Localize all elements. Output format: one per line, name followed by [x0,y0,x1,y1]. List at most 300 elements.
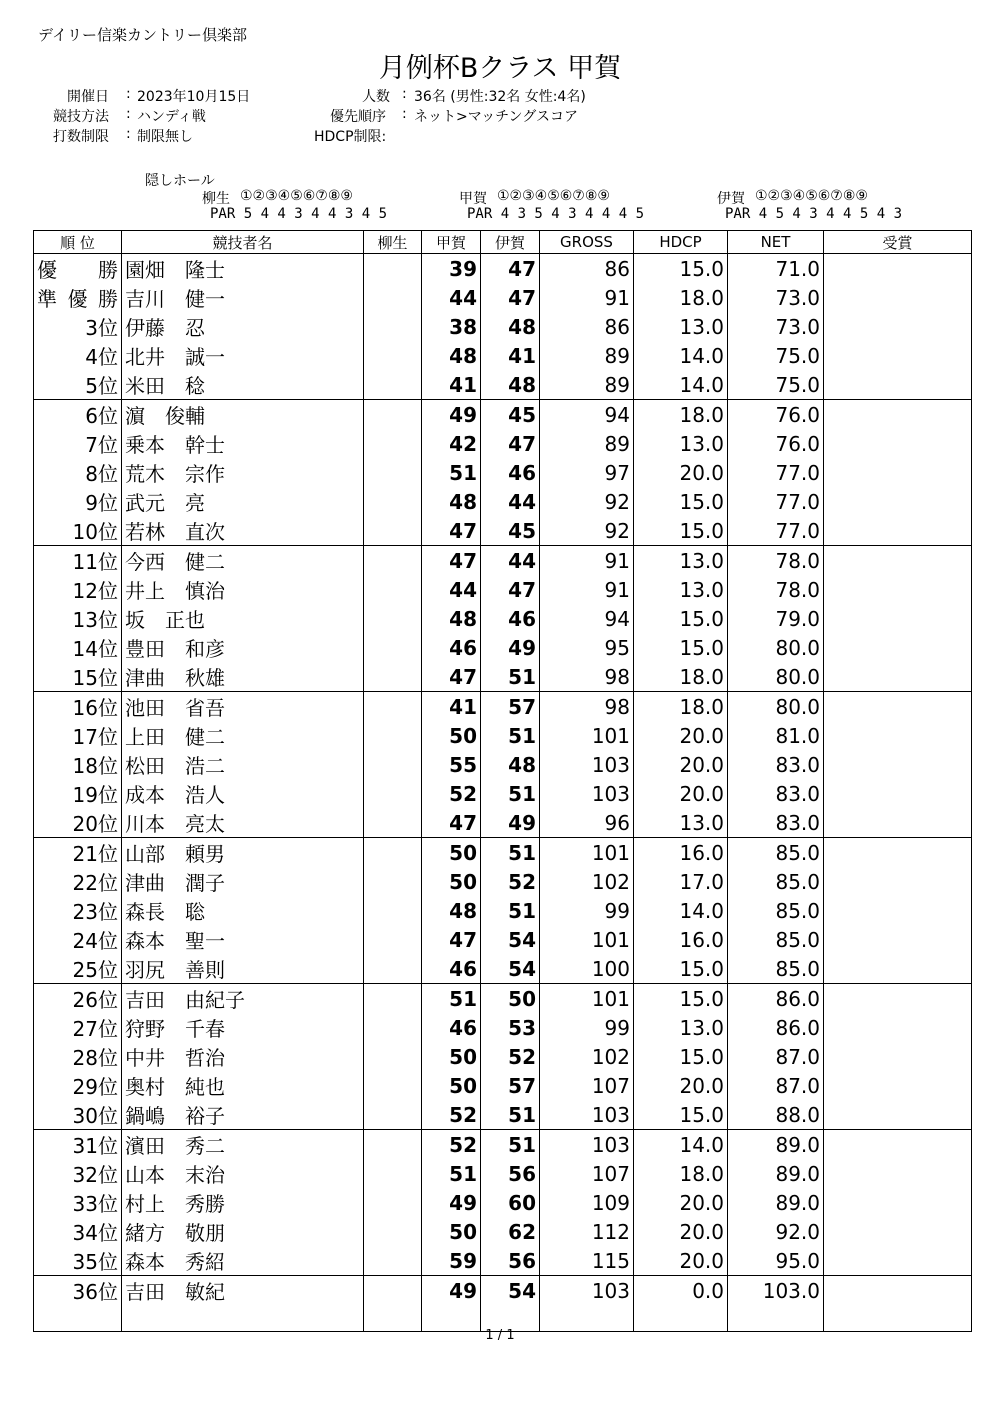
net-cell: 85.0 [728,896,824,925]
net-cell: 87.0 [728,1071,824,1100]
club-name: デイリー信楽カントリー倶楽部 [38,26,247,44]
gross-cell: 91 [540,575,634,604]
yagyu-score-cell [364,458,422,487]
award-cell [824,283,972,312]
hdcp-cell: 20.0 [634,779,728,808]
award-cell [824,1100,972,1130]
hdcp-cell: 14.0 [634,1130,728,1160]
page-title: 月例杯Bクラス 甲賀 [378,53,622,84]
rank-cell: 18位 [34,750,122,779]
iga-score-cell: 48 [481,370,540,400]
iga-score-cell: 57 [481,692,540,722]
koka-score-cell: 52 [422,1100,481,1130]
net-cell: 83.0 [728,808,824,838]
gross-cell: 98 [540,692,634,722]
table-row [34,925,972,954]
priority-colon: : [402,106,407,122]
rank-cell: 14位 [34,633,122,662]
net-cell: 81.0 [728,721,824,750]
hdcp-cell: 15.0 [634,1042,728,1071]
rank-cell: 21位 [34,838,122,868]
rank-cell: 30位 [34,1100,122,1130]
player-name-cell: 乗本 幹士 [122,429,364,458]
yagyu-score-cell [364,604,422,633]
hdcp-cell: 20.0 [634,458,728,487]
gross-cell: 99 [540,896,634,925]
player-name-cell: 上田 健二 [122,721,364,750]
net-cell: 89.0 [728,1130,824,1160]
player-name-cell: 荒木 宗作 [122,458,364,487]
award-cell [824,662,972,692]
net-cell: 85.0 [728,867,824,896]
gross-cell: 103 [540,1276,634,1306]
yagyu-score-cell [364,516,422,546]
priority-label: 優先順序 [330,109,386,125]
yagyu-score-cell [364,370,422,400]
gross-cell: 101 [540,838,634,868]
table-row [34,1276,972,1306]
net-cell: 87.0 [728,1042,824,1071]
gross-cell: 89 [540,370,634,400]
player-name-cell: 鍋嶋 裕子 [122,1100,364,1130]
iga-score-cell: 41 [481,341,540,370]
rank-cell: 22位 [34,867,122,896]
koka-score-cell: 49 [422,400,481,430]
gross-cell: 91 [540,283,634,312]
table-row [34,692,972,722]
award-cell [824,1042,972,1071]
rank-cell: 20位 [34,808,122,838]
player-name-cell: 川本 亮太 [122,808,364,838]
award-cell [824,779,972,808]
net-cell: 76.0 [728,400,824,430]
yagyu-score-cell [364,779,422,808]
yagyu-score-cell [364,546,422,576]
yagyu-score-cell [364,750,422,779]
koka-score-cell: 46 [422,633,481,662]
koka-score-cell: 49 [422,1276,481,1306]
net-cell: 80.0 [728,633,824,662]
rank-cell: 27位 [34,1013,122,1042]
gross-cell: 86 [540,254,634,284]
rank-cell: 36位 [34,1276,122,1306]
iga-score-cell: 48 [481,312,540,341]
col-header-player: 競技者名 [122,231,364,254]
koka-score-cell: 50 [422,721,481,750]
hdcp-cell: 18.0 [634,662,728,692]
method-value: ハンディ戦 [137,109,206,125]
yagyu-score-cell [364,312,422,341]
net-cell: 77.0 [728,516,824,546]
player-name-cell: 山本 末治 [122,1159,364,1188]
gross-cell: 99 [540,1013,634,1042]
award-cell [824,954,972,984]
net-cell: 83.0 [728,779,824,808]
rank-cell: 16位 [34,692,122,722]
rank-cell: 10位 [34,516,122,546]
player-name-cell: 坂 正也 [122,604,364,633]
gross-cell: 94 [540,400,634,430]
table-row [34,1130,972,1160]
col-header-award: 受賞 [824,231,972,254]
award-cell [824,341,972,370]
iga-score-cell: 51 [481,662,540,692]
hdcp-cell: 20.0 [634,1071,728,1100]
hdcp-limit-label: HDCP制限: [314,129,387,145]
hdcp-cell: 18.0 [634,692,728,722]
rank-cell: 準優勝 [34,283,122,312]
koka-score-cell: 47 [422,808,481,838]
hdcp-cell: 20.0 [634,1217,728,1246]
yagyu-score-cell [364,429,422,458]
net-cell: 80.0 [728,662,824,692]
iga-score-cell: 51 [481,896,540,925]
rank-cell: 13位 [34,604,122,633]
hdcp-cell: 16.0 [634,838,728,868]
col-header-net: NET [728,231,824,254]
net-cell: 103.0 [728,1276,824,1306]
koka-score-cell: 39 [422,254,481,284]
iga-score-cell: 46 [481,458,540,487]
koka-score-cell: 59 [422,1246,481,1276]
hdcp-cell: 20.0 [634,721,728,750]
iga-score-cell: 51 [481,838,540,868]
net-cell: 80.0 [728,692,824,722]
net-cell: 75.0 [728,370,824,400]
rank-cell: 23位 [34,896,122,925]
koka-score-cell: 41 [422,692,481,722]
hdcp-cell: 13.0 [634,575,728,604]
net-cell: 85.0 [728,925,824,954]
col-header-yagyu: 柳生 [364,231,422,254]
table-row [34,312,972,341]
iga-score-cell: 60 [481,1188,540,1217]
table-row [34,750,972,779]
gross-cell: 86 [540,312,634,341]
iga-score-cell: 45 [481,400,540,430]
hdcp-cell: 14.0 [634,341,728,370]
course-2-name: 甲賀 [459,191,487,207]
hdcp-cell: 18.0 [634,1159,728,1188]
award-cell [824,838,972,868]
gross-cell: 102 [540,1042,634,1071]
koka-score-cell: 50 [422,1071,481,1100]
gross-cell: 101 [540,984,634,1014]
player-name-cell: 成本 浩人 [122,779,364,808]
method-colon: : [126,106,131,122]
table-row [34,341,972,370]
course-2-par: PAR 4 3 5 4 3 4 4 4 5 [467,206,645,222]
rank-cell: 5位 [34,370,122,400]
award-cell [824,1188,972,1217]
yagyu-score-cell [364,1100,422,1130]
player-name-cell: 松田 浩二 [122,750,364,779]
rank-cell: 26位 [34,984,122,1014]
yagyu-score-cell [364,662,422,692]
rank-cell: 31位 [34,1130,122,1160]
gross-cell: 89 [540,429,634,458]
table-row [34,954,972,984]
table-header-row [34,231,972,254]
gross-cell: 101 [540,721,634,750]
rank-cell: 29位 [34,1071,122,1100]
net-cell: 77.0 [728,458,824,487]
results-table [33,230,972,1332]
table-row [34,1100,972,1130]
hdcp-cell: 13.0 [634,1013,728,1042]
yagyu-score-cell [364,1188,422,1217]
hdcp-cell: 20.0 [634,1188,728,1217]
award-cell [824,1130,972,1160]
count-value: 36名 (男性:32名 女性:4名) [414,89,586,105]
hdcp-cell: 16.0 [634,925,728,954]
hidden-hole-label: 隠しホール [145,173,215,189]
rank-cell: 28位 [34,1042,122,1071]
koka-score-cell: 50 [422,867,481,896]
hdcp-cell: 15.0 [634,487,728,516]
iga-score-cell: 56 [481,1246,540,1276]
koka-score-cell: 47 [422,546,481,576]
yagyu-score-cell [364,487,422,516]
player-name-cell: 森長 聡 [122,896,364,925]
award-cell [824,487,972,516]
date-label: 開催日 [67,89,109,105]
table-row [34,458,972,487]
table-row [34,896,972,925]
yagyu-score-cell [364,1246,422,1276]
hdcp-cell: 0.0 [634,1276,728,1306]
net-cell: 89.0 [728,1188,824,1217]
table-row [34,1188,972,1217]
table-row [34,604,972,633]
award-cell [824,458,972,487]
rank-cell: 24位 [34,925,122,954]
priority-value: ネット>マッチングスコア [414,109,579,125]
player-name-cell: 吉田 由紀子 [122,984,364,1014]
net-cell: 73.0 [728,283,824,312]
table-row [34,1246,972,1276]
yagyu-score-cell [364,283,422,312]
net-cell: 78.0 [728,575,824,604]
iga-score-cell: 51 [481,779,540,808]
player-name-cell: 村上 秀勝 [122,1188,364,1217]
rank-cell: 優 勝 [34,254,122,284]
yagyu-score-cell [364,808,422,838]
course-1-par: PAR 5 4 4 3 4 4 3 4 5 [210,206,388,222]
course-2-hole-numbers: ①②③④⑤⑥⑦⑧⑨ [497,188,610,204]
award-cell [824,984,972,1014]
player-name-cell: 園畑 隆士 [122,254,364,284]
koka-score-cell: 47 [422,516,481,546]
player-name-cell: 池田 省吾 [122,692,364,722]
award-cell [824,400,972,430]
net-cell: 76.0 [728,429,824,458]
koka-score-cell: 50 [422,838,481,868]
iga-score-cell: 44 [481,546,540,576]
table-row [34,575,972,604]
hdcp-cell: 13.0 [634,808,728,838]
koka-score-cell: 50 [422,1042,481,1071]
hdcp-cell: 20.0 [634,1246,728,1276]
iga-score-cell: 53 [481,1013,540,1042]
player-name-cell: 豊田 和彦 [122,633,364,662]
course-1-hole-numbers: ①②③④⑤⑥⑦⑧⑨ [240,188,353,204]
gross-cell: 101 [540,925,634,954]
yagyu-score-cell [364,1159,422,1188]
hdcp-cell: 18.0 [634,400,728,430]
hdcp-cell: 15.0 [634,516,728,546]
award-cell [824,604,972,633]
player-name-cell: 井上 慎治 [122,575,364,604]
iga-score-cell: 51 [481,721,540,750]
player-name-cell: 緒方 敬朋 [122,1217,364,1246]
limit-colon: : [126,126,131,142]
net-cell: 71.0 [728,254,824,284]
rank-cell: 12位 [34,575,122,604]
yagyu-score-cell [364,692,422,722]
table-row [34,721,972,750]
net-cell: 85.0 [728,954,824,984]
award-cell [824,808,972,838]
iga-score-cell: 56 [481,1159,540,1188]
gross-cell: 109 [540,1188,634,1217]
award-cell [824,1071,972,1100]
player-name-cell: 中井 哲治 [122,1042,364,1071]
net-cell: 83.0 [728,750,824,779]
iga-score-cell: 45 [481,516,540,546]
gross-cell: 89 [540,341,634,370]
yagyu-score-cell [364,925,422,954]
koka-score-cell: 48 [422,487,481,516]
koka-score-cell: 47 [422,662,481,692]
koka-score-cell: 47 [422,925,481,954]
player-name-cell: 今西 健二 [122,546,364,576]
koka-score-cell: 46 [422,1013,481,1042]
hdcp-cell: 13.0 [634,429,728,458]
player-name-cell: 山部 頼男 [122,838,364,868]
hdcp-cell: 14.0 [634,896,728,925]
award-cell [824,312,972,341]
hdcp-cell: 15.0 [634,604,728,633]
award-cell [824,867,972,896]
koka-score-cell: 52 [422,1130,481,1160]
yagyu-score-cell [364,896,422,925]
count-colon: : [402,86,407,102]
player-name-cell: 若林 直次 [122,516,364,546]
player-name-cell: 森本 秀紹 [122,1246,364,1276]
hdcp-cell: 15.0 [634,633,728,662]
rank-cell: 34位 [34,1217,122,1246]
table-row [34,867,972,896]
gross-cell: 91 [540,546,634,576]
gross-cell: 100 [540,954,634,984]
player-name-cell: 北井 誠一 [122,341,364,370]
table-row [34,633,972,662]
hdcp-cell: 15.0 [634,254,728,284]
gross-cell: 103 [540,779,634,808]
net-cell: 79.0 [728,604,824,633]
koka-score-cell: 42 [422,429,481,458]
gross-cell: 102 [540,867,634,896]
method-label: 競技方法 [53,109,109,125]
yagyu-score-cell [364,341,422,370]
table-row [34,662,972,692]
award-cell [824,546,972,576]
player-name-cell: 吉川 健一 [122,283,364,312]
net-cell: 95.0 [728,1246,824,1276]
iga-score-cell: 62 [481,1217,540,1246]
iga-score-cell: 54 [481,1276,540,1306]
gross-cell: 95 [540,633,634,662]
hdcp-cell: 15.0 [634,984,728,1014]
yagyu-score-cell [364,984,422,1014]
yagyu-score-cell [364,400,422,430]
yagyu-score-cell [364,1013,422,1042]
gross-cell: 103 [540,1130,634,1160]
net-cell: 89.0 [728,1159,824,1188]
gross-cell: 92 [540,487,634,516]
iga-score-cell: 46 [481,604,540,633]
iga-score-cell: 54 [481,925,540,954]
gross-cell: 107 [540,1159,634,1188]
yagyu-score-cell [364,575,422,604]
yagyu-score-cell [364,633,422,662]
iga-score-cell: 48 [481,750,540,779]
rank-cell: 25位 [34,954,122,984]
award-cell [824,516,972,546]
player-name-cell: 武元 亮 [122,487,364,516]
course-3-hole-numbers: ①②③④⑤⑥⑦⑧⑨ [755,188,868,204]
rank-cell: 17位 [34,721,122,750]
iga-score-cell: 51 [481,1130,540,1160]
iga-score-cell: 52 [481,867,540,896]
hdcp-cell: 14.0 [634,370,728,400]
table-row [34,984,972,1014]
iga-score-cell: 47 [481,575,540,604]
koka-score-cell: 50 [422,1217,481,1246]
award-cell [824,721,972,750]
gross-cell: 94 [540,604,634,633]
col-header-koka: 甲賀 [422,231,481,254]
player-name-cell: 奥村 純也 [122,1071,364,1100]
count-label: 人数 [362,89,390,105]
iga-score-cell: 51 [481,1100,540,1130]
award-cell [824,1276,972,1306]
award-cell [824,254,972,284]
net-cell: 77.0 [728,487,824,516]
hdcp-cell: 15.0 [634,1100,728,1130]
hdcp-cell: 18.0 [634,283,728,312]
koka-score-cell: 48 [422,604,481,633]
rank-cell: 15位 [34,662,122,692]
limit-label: 打数制限 [53,129,109,145]
koka-score-cell: 44 [422,575,481,604]
gross-cell: 92 [540,516,634,546]
player-name-cell: 米田 稔 [122,370,364,400]
award-cell [824,692,972,722]
gross-cell: 97 [540,458,634,487]
iga-score-cell: 47 [481,254,540,284]
col-header-rank: 順 位 [34,231,122,254]
iga-score-cell: 49 [481,633,540,662]
award-cell [824,750,972,779]
yagyu-score-cell [364,867,422,896]
iga-score-cell: 47 [481,429,540,458]
rank-cell: 3位 [34,312,122,341]
rank-cell: 35位 [34,1246,122,1276]
date-colon: : [126,86,131,102]
table-row [34,429,972,458]
